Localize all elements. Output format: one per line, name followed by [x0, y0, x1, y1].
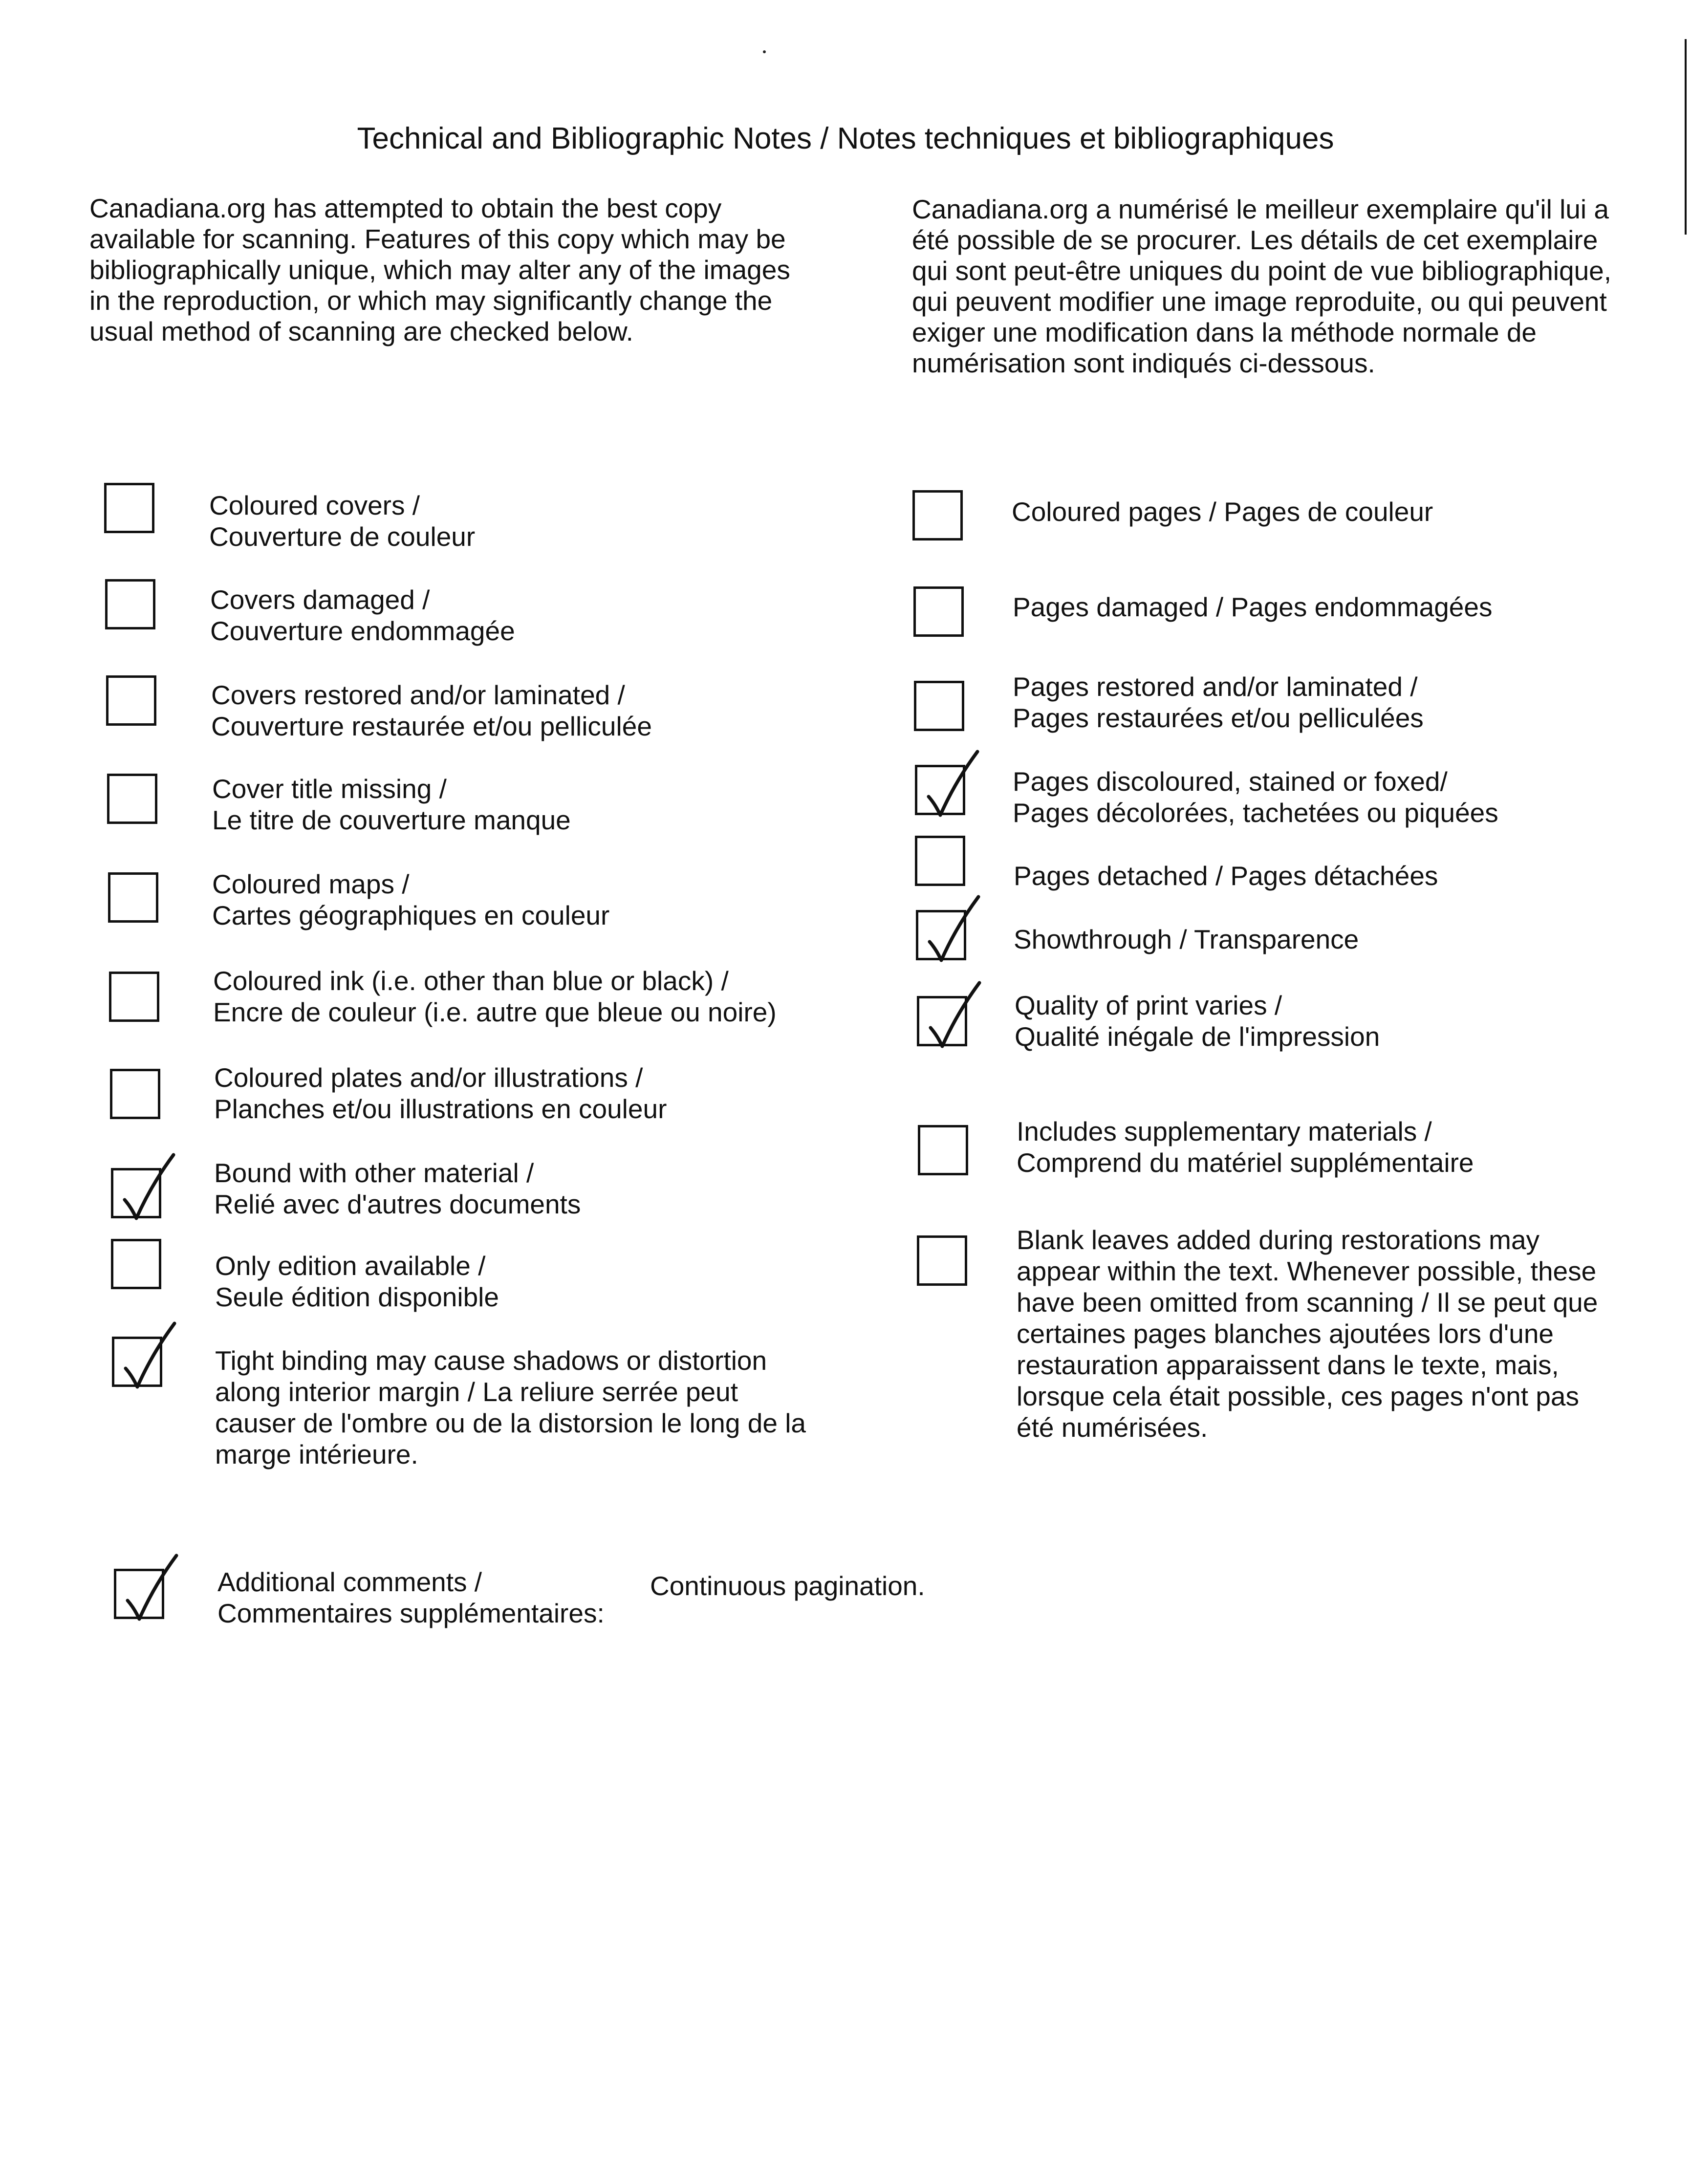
checkbox[interactable] — [109, 972, 159, 1022]
item-label — [1013, 591, 1493, 623]
checkbox[interactable] — [915, 836, 965, 886]
item-label — [1014, 924, 1359, 955]
item-label — [1013, 671, 1424, 734]
intro-french-line: qui sont peut-être uniques du point de vue bibliographique, — [912, 256, 1612, 286]
comments-value: Continuous pagination. — [650, 1571, 925, 1601]
checkbox[interactable] — [914, 681, 964, 731]
item-label-line: appear within the text. Whenever possible, these — [1017, 1256, 1597, 1286]
intro-english-line: Canadiana.org has attempted to obtain the best copy — [89, 193, 722, 223]
checkbox[interactable] — [912, 490, 963, 541]
item-label-line: Includes supplementary materials / — [1017, 1116, 1432, 1146]
checkbox[interactable] — [114, 1569, 164, 1619]
item-label — [214, 1062, 667, 1124]
item-label-line: Cover title missing / — [212, 774, 447, 804]
item-label-line: Tight binding may cause shadows or distortion — [215, 1345, 767, 1376]
check-mark-icon — [111, 1151, 179, 1224]
intro-english-line: bibliographically unique, which may alter any of the images — [89, 255, 790, 285]
item-label — [215, 1250, 499, 1313]
checkbox[interactable] — [107, 774, 157, 824]
item-label-line: Relié avec d'autres documents — [214, 1189, 581, 1219]
item-label-line: Pages discoloured, stained or foxed/ — [1013, 766, 1448, 797]
checkbox[interactable] — [111, 1168, 161, 1218]
item-label-line: Pages restored and/or laminated / — [1013, 671, 1418, 702]
item-label-line: Le titre de couverture manque — [212, 805, 571, 835]
comments-label-line: Commentaires supplémentaires: — [217, 1598, 605, 1628]
page-title: Technical and Bibliographic Notes / Notes techniques et bibliographiques — [357, 122, 1334, 155]
item-label-line: Coloured maps / — [212, 869, 410, 899]
check-mark-icon — [114, 1552, 182, 1625]
item-label-line: Coloured plates and/or illustrations / — [214, 1062, 643, 1093]
item-label — [1014, 860, 1438, 891]
check-mark-icon — [915, 748, 983, 821]
item-label — [211, 679, 652, 742]
item-label — [214, 1157, 581, 1220]
item-label — [1017, 1224, 1598, 1443]
item-label — [1015, 990, 1380, 1052]
item-label — [210, 584, 515, 647]
item-label — [212, 868, 609, 931]
item-label-line: restauration apparaissent dans le texte, mais, — [1017, 1350, 1559, 1380]
item-label-line: Comprend du matériel supplémentaire — [1017, 1147, 1474, 1178]
item-label-line: Encre de couleur (i.e. autre que bleue ou noire) — [213, 997, 777, 1027]
item-label-line: Showthrough / Transparence — [1014, 924, 1359, 954]
item-label-line: certaines pages blanches ajoutées lors d'une — [1017, 1319, 1554, 1349]
intro-english-line: available for scanning. Features of this copy which may be — [89, 224, 786, 254]
checkbox[interactable] — [106, 675, 156, 726]
item-label — [209, 490, 475, 552]
comments-label — [217, 1566, 605, 1629]
item-label-line: Quality of print varies / — [1015, 990, 1282, 1020]
checkbox[interactable] — [111, 1239, 161, 1289]
checkbox[interactable] — [112, 1337, 162, 1387]
item-label-line: Coloured ink (i.e. other than blue or black) / — [213, 966, 729, 996]
item-label-line: été numérisées. — [1017, 1412, 1208, 1443]
item-label-line: Pages restaurées et/ou pelliculées — [1013, 703, 1424, 733]
comments-label-line: Additional comments / — [217, 1567, 482, 1597]
item-label-line: causer de l'ombre ou de la distorsion le long de la — [215, 1408, 806, 1438]
item-label-line: Couverture de couleur — [209, 521, 476, 552]
item-label — [212, 773, 571, 836]
checkbox[interactable] — [913, 586, 964, 637]
checkbox[interactable] — [917, 1235, 967, 1286]
intro-french — [912, 194, 1611, 379]
item-label-line: Blank leaves added during restorations may — [1017, 1225, 1540, 1255]
item-label-line: Pages detached / Pages détachées — [1014, 861, 1438, 891]
intro-french-line: exiger une modification dans la méthode normale de — [912, 317, 1537, 347]
item-label-line: Bound with other material / — [214, 1158, 534, 1188]
item-label-line: Qualité inégale de l'impression — [1015, 1021, 1380, 1052]
intro-french-line: numérisation sont indiqués ci-dessous. — [912, 348, 1375, 378]
item-label — [215, 1345, 806, 1470]
item-label-line: Seule édition disponible — [215, 1282, 499, 1312]
checkbox[interactable] — [104, 483, 154, 533]
intro-french-line: qui peuvent modifier une image reproduite, ou qui peuvent — [912, 286, 1607, 317]
checkbox[interactable] — [108, 872, 158, 923]
item-label — [1017, 1116, 1474, 1178]
item-label-line: have been omitted from scanning / Il se peut que — [1017, 1287, 1598, 1318]
checkbox[interactable] — [918, 1125, 968, 1175]
checkbox[interactable] — [915, 765, 965, 815]
check-mark-icon — [917, 979, 985, 1052]
item-label — [1012, 496, 1433, 527]
item-label-line: marge intérieure. — [215, 1439, 418, 1470]
item-label-line: Pages décolorées, tachetées ou piquées — [1013, 798, 1498, 828]
scan-speck — [763, 50, 766, 53]
item-label-line: Couverture restaurée et/ou pelliculée — [211, 711, 652, 741]
intro-english-line: in the reproduction, or which may significantly change the — [89, 285, 773, 316]
item-label-line: Pages damaged / Pages endommagées — [1013, 592, 1493, 622]
checkbox[interactable] — [917, 996, 967, 1046]
intro-english-line: usual method of scanning are checked below. — [89, 316, 633, 346]
intro-english — [89, 193, 790, 347]
intro-french-line: été possible de se procurer. Les détails de cet exemplaire — [912, 225, 1598, 255]
checkbox[interactable] — [110, 1069, 160, 1119]
item-label-line: Cartes géographiques en couleur — [212, 900, 610, 930]
item-label-line: Couverture endommagée — [210, 616, 515, 646]
item-label-line: Covers damaged / — [210, 584, 430, 615]
item-label-line: along interior margin / La reliure serrée peut — [215, 1377, 738, 1407]
item-label-line: Coloured covers / — [209, 490, 420, 520]
check-mark-icon — [112, 1319, 180, 1393]
item-label-line: Coloured pages / Pages de couleur — [1012, 497, 1433, 527]
item-label-line: Only edition available / — [215, 1251, 486, 1281]
item-label — [1013, 766, 1498, 828]
checkbox[interactable] — [916, 910, 966, 960]
intro-french-line: Canadiana.org a numérisé le meilleur exemplaire qu'il lui a — [912, 194, 1609, 224]
checkbox[interactable] — [105, 579, 155, 629]
item-label-line: Planches et/ou illustrations en couleur — [214, 1094, 667, 1124]
item-label-line: Covers restored and/or laminated / — [211, 680, 625, 710]
item-label-line: lorsque cela était possible, ces pages n'ont pas — [1017, 1381, 1579, 1411]
check-mark-icon — [916, 893, 984, 966]
item-label — [213, 965, 777, 1028]
